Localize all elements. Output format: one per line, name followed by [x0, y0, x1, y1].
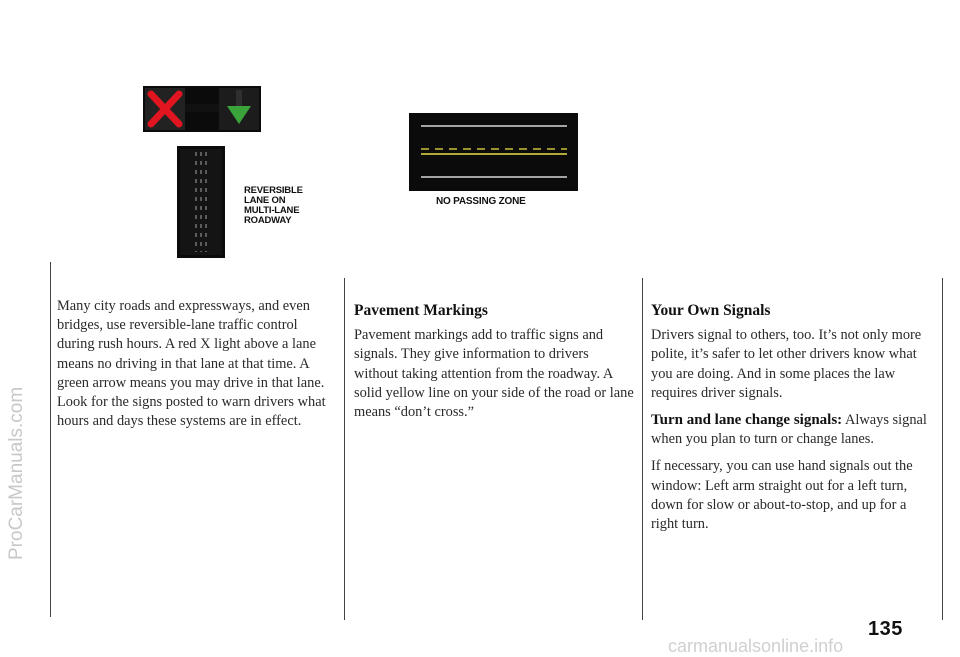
no-passing-zone-illustration	[409, 113, 578, 191]
footer-watermark: carmanualsonline.info	[668, 636, 844, 656]
turn-signals-paragraph	[651, 411, 935, 449]
column-2	[354, 301, 636, 430]
reversible-lane-signals-graphic	[143, 86, 263, 261]
pavement-markings-paragraph: Pavement markings add to traffic signs and signals. They give information to drivers without taking attention from the roadway. A solid yellow line on your side of the road or lane means “don’t cross.”	[354, 327, 634, 421]
column-rule-middle-right	[642, 278, 643, 620]
driver-signals-paragraph: Drivers signal to others, too. It’s not only more polite, it’s safer to let other drivers know what you are doing. And in some places the law requires driver signals.	[651, 327, 922, 401]
side-watermark: ProCarManuals.com	[6, 386, 27, 560]
reversible-lane-illustration	[143, 86, 263, 261]
column-rule-middle	[344, 278, 345, 620]
column-1	[57, 297, 337, 439]
no-passing-zone-caption: NO PASSING ZONE	[436, 196, 526, 207]
your-own-signals-heading: Your Own Signals	[651, 302, 771, 319]
column-3	[651, 301, 935, 542]
turn-signals-runin-heading: Turn and lane change signals:	[651, 412, 843, 429]
no-passing-zone-graphic	[409, 113, 578, 191]
page-number: 135	[868, 618, 903, 640]
reversible-lane-paragraph: Many city roads and expressways, and even bridges, use reversible-lane traffic control during rush hours. A red X light above a lane means no driving in that lane at that time. A green arrow means you may drive in that lane. Look for the signs posted to warn drivers what hours and days these systems are in effect.	[57, 298, 326, 430]
turn-signals-text: Always signal when you plan to turn or change lanes.	[651, 412, 927, 448]
column-rule-right	[942, 278, 943, 620]
hand-signals-paragraph: If necessary, you can use hand signals out the window: Left arm straight out for a left turn, down for slow or about-to-stop, and up for a right turn.	[651, 458, 913, 533]
pavement-markings-heading: Pavement Markings	[354, 302, 488, 319]
column-rule-left	[50, 262, 51, 617]
reversible-lane-caption: REVERSIBLE LANE ON MULTI-LANE ROADWAY	[244, 185, 303, 226]
